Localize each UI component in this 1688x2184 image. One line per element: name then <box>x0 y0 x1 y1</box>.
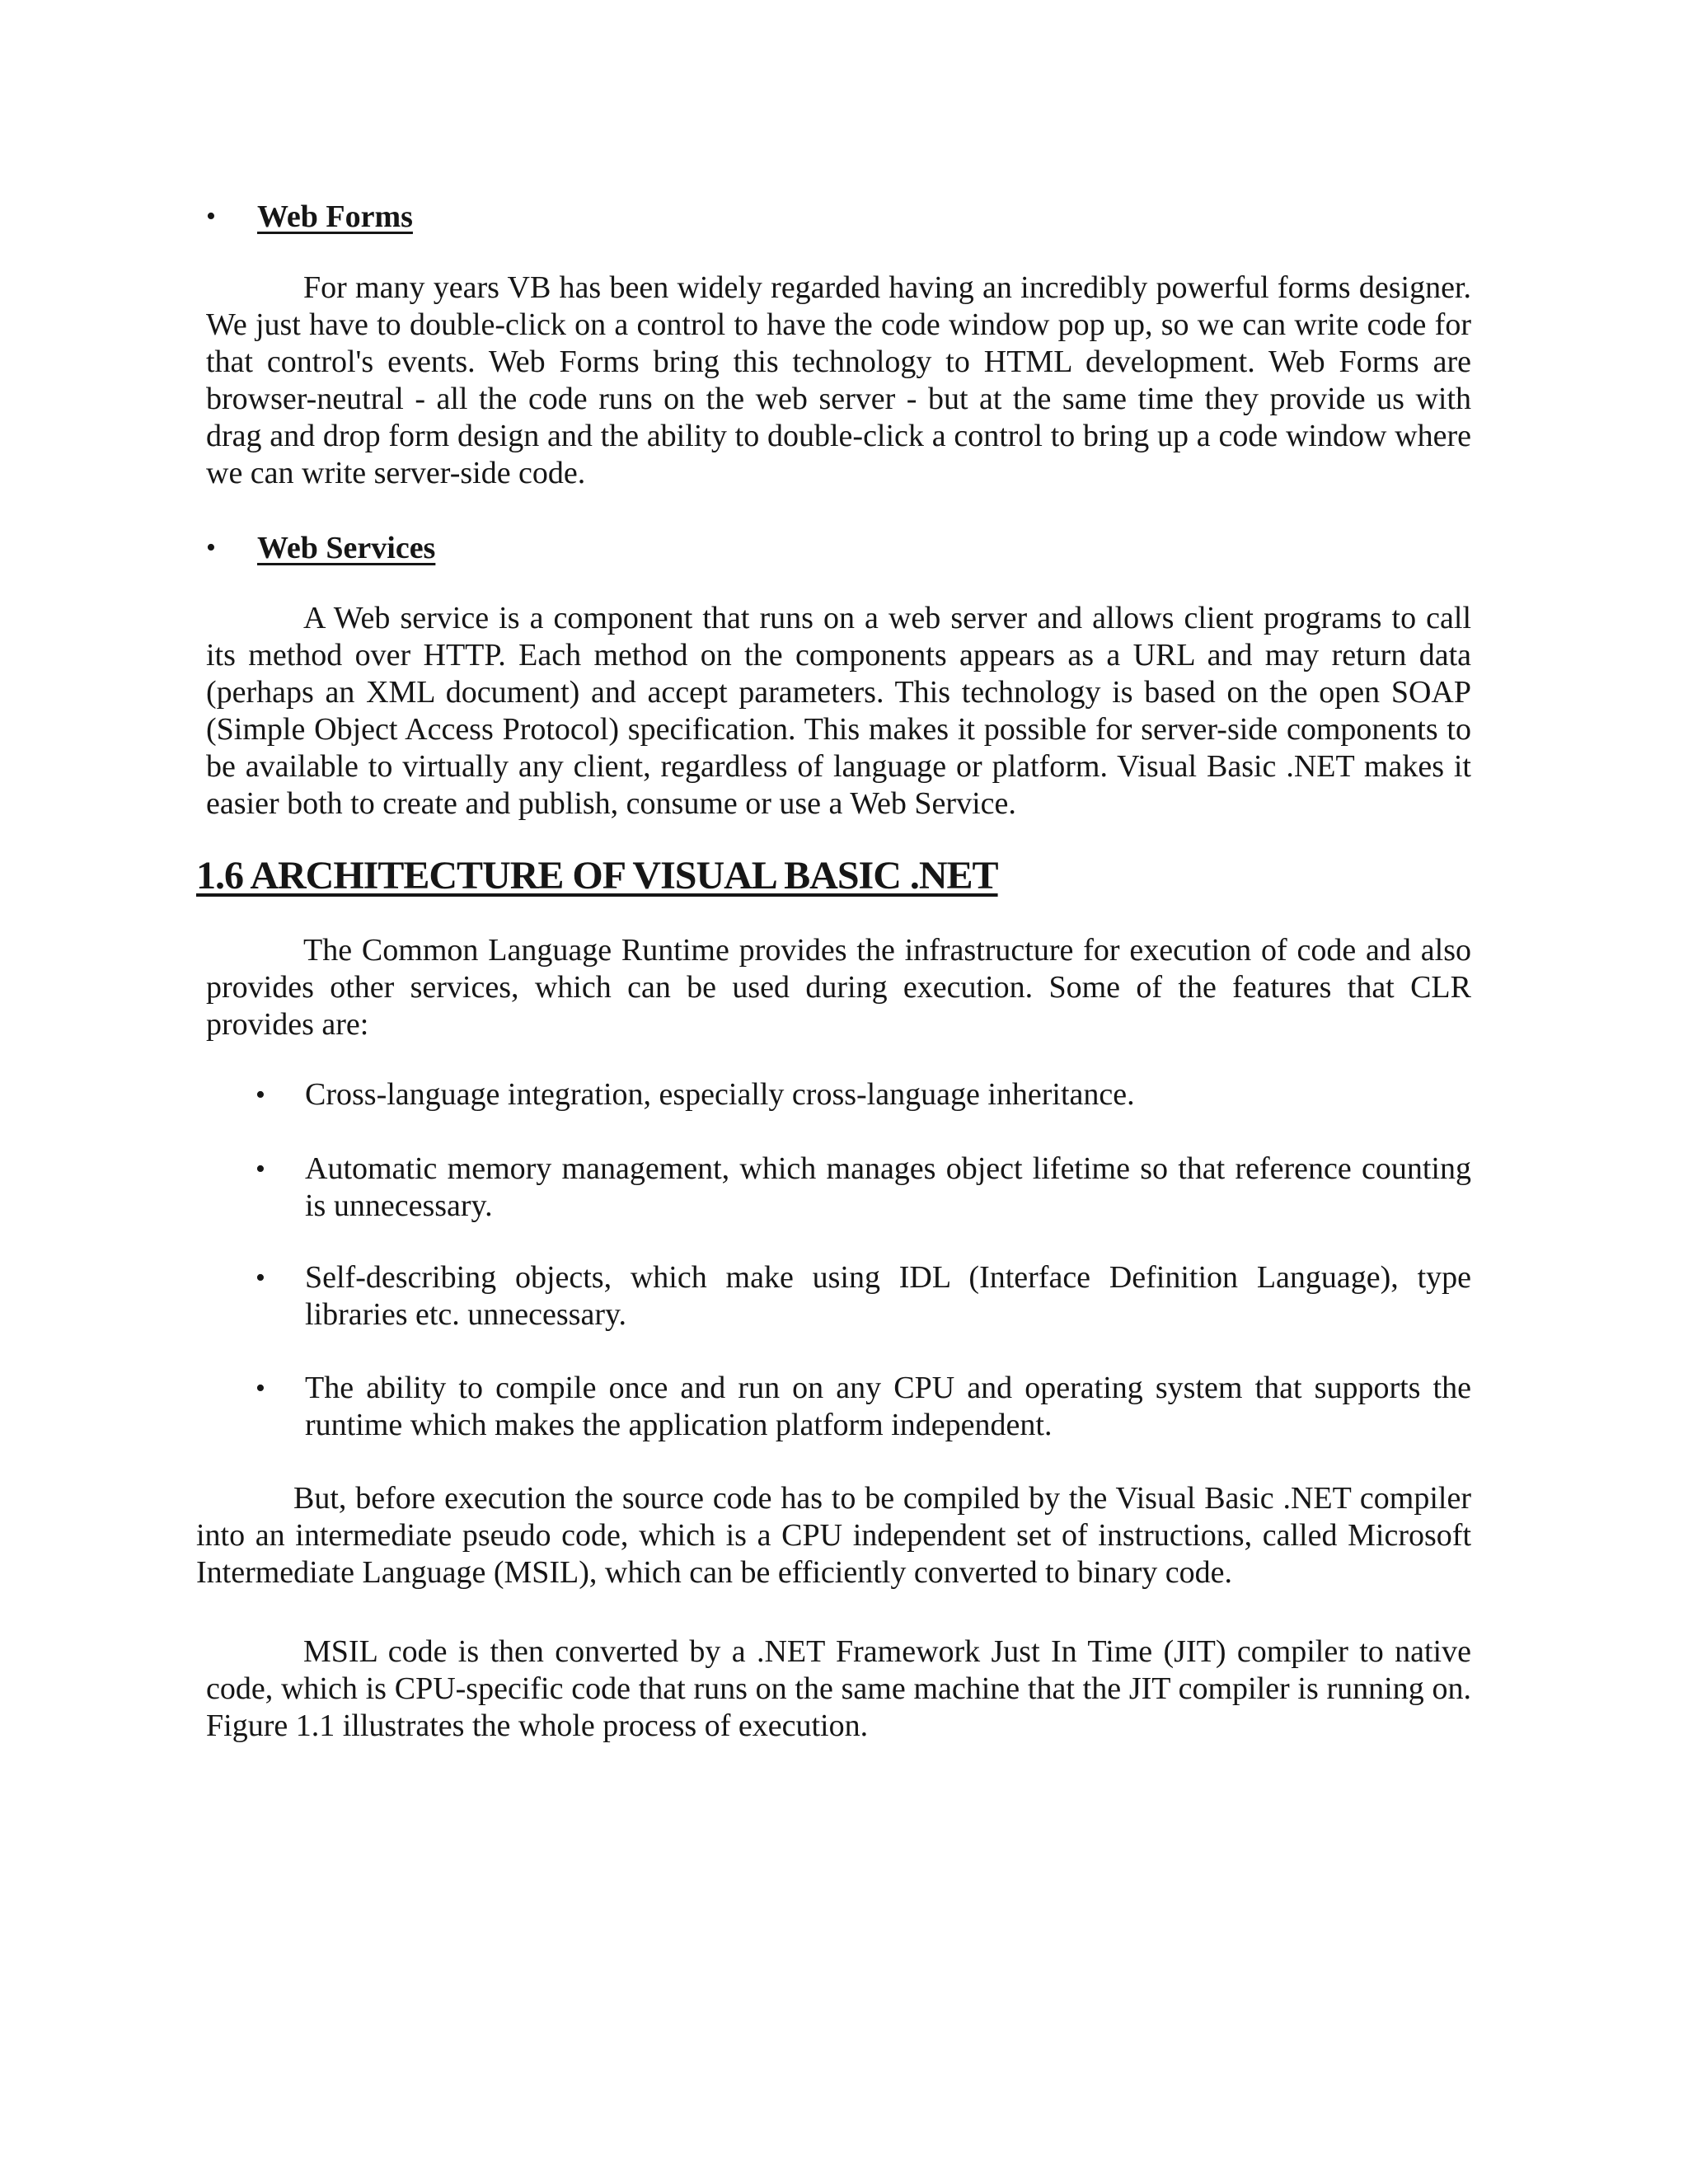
compile-paragraph: But, before execution the source code has to be compiled by the Visual Basic .NET compiler into an intermediate pseudo code, which is a CPU independent set of instructions, called Microsoft Intermediate Language (MSIL), which can be efficiently converted to binary code. <box>196 1481 1471 1590</box>
feature-text: Self-describing objects, which make using IDL (Interface Definition Language), type libraries etc. unnecessary. <box>305 1260 1471 1332</box>
web-services-paragraph: A Web service is a component that runs on a web server and allows client programs to call its method over HTTP. Each method on the components appears as a URL and may return data (perhaps an XML document) and accept parameters. This technology is based on the open SOAP (Simple Object Access Protocol) specification. This makes it possible for server-side components to be available to virtually any client, regardless of language or platform. Visual Basic .NET makes it easier both to create and publish, consume or use a Web Service. <box>206 601 1471 821</box>
web-forms-heading <box>206 198 701 236</box>
bullet-icon: • <box>206 201 216 232</box>
web-services-heading <box>206 529 701 567</box>
list-item <box>256 1370 1471 1444</box>
msil-paragraph: MSIL code is then converted by a .NET Framework Just In Time (JIT) compiler to native code, which is CPU-specific code that runs on the same machine that the JIT compiler is running on. Figure 1.1 illustrates the whole process of execution. <box>206 1634 1471 1743</box>
list-item <box>256 1151 1471 1225</box>
bullet-icon: • <box>256 1080 265 1110</box>
section-heading: 1.6 ARCHITECTURE OF VISUAL BASIC .NET <box>196 854 998 898</box>
web-services-heading-text: Web Services <box>257 531 436 565</box>
list-item <box>256 1076 1471 1113</box>
web-forms-heading-text: Web Forms <box>257 199 413 234</box>
bullet-icon: • <box>256 1154 265 1184</box>
bullet-icon: • <box>256 1263 265 1293</box>
bullet-icon: • <box>206 532 216 563</box>
clr-feature-list <box>256 1076 1471 1455</box>
feature-text: The ability to compile once and run on any CPU and operating system that supports the runtime which makes the application platform independent. <box>305 1371 1471 1442</box>
clr-intro-paragraph: The Common Language Runtime provides the infrastructure for execution of code and also provides other services, which can be used during execution. Some of the features that CLR provides are: <box>206 933 1471 1042</box>
bullet-icon: • <box>256 1373 265 1404</box>
feature-text: Cross-language integration, especially cross-language inheritance. <box>305 1077 1135 1112</box>
web-forms-paragraph: For many years VB has been widely regarded having an incredibly powerful forms designer. We just have to double-click on a control to have the code window pop up, so we can write code for that control's events. Web Forms bring this technology to HTML development. Web Forms are browser-neutral - all the code runs on the web server - but at the same time they provide us with drag and drop form design and the ability to double-click a control to bring up a code window where we can write server-side code. <box>206 270 1471 490</box>
feature-text: Automatic memory management, which manages object lifetime so that reference counting is unnecessary. <box>305 1151 1471 1223</box>
list-item <box>256 1259 1471 1333</box>
